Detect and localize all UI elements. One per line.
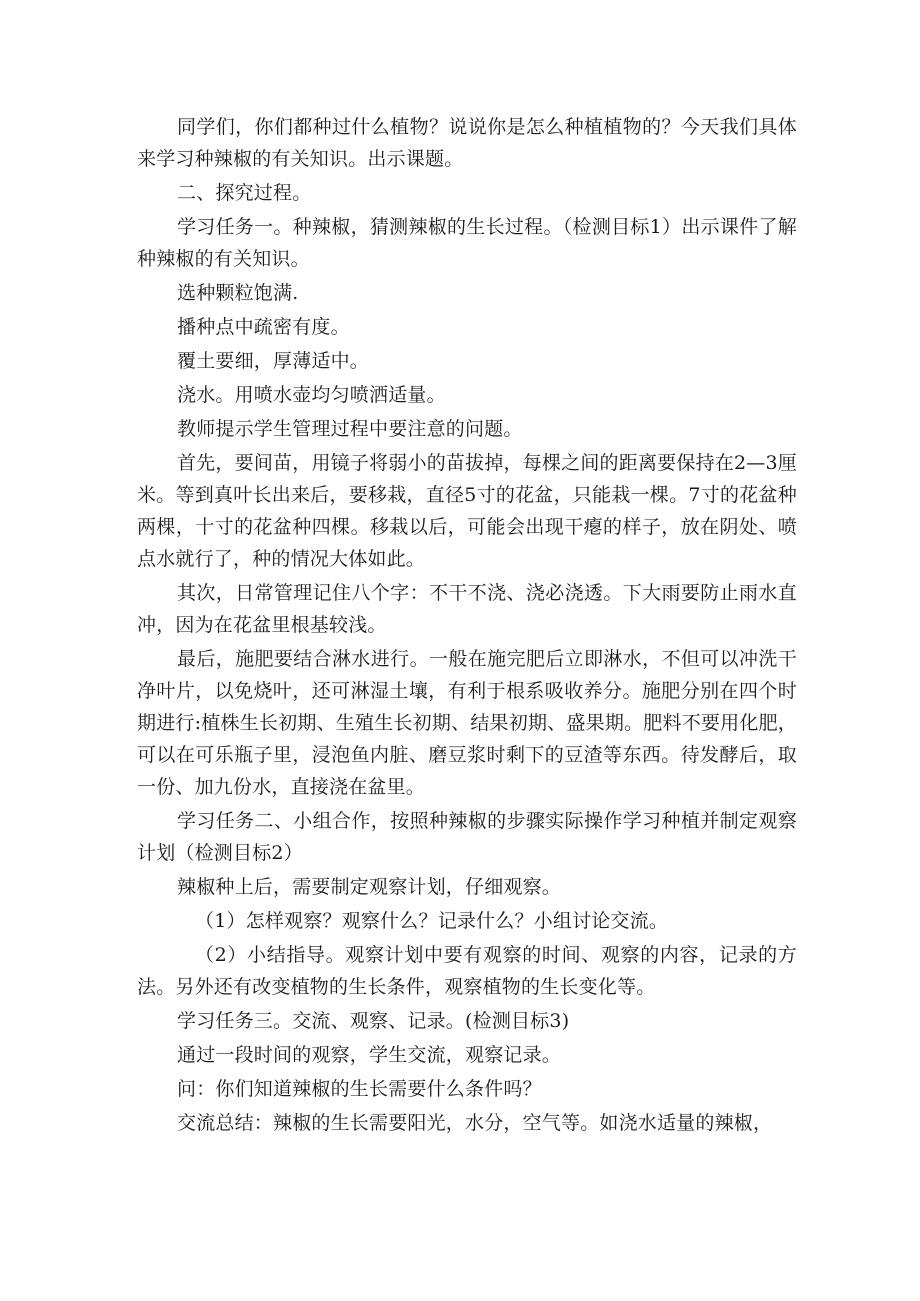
paragraph-second-step: 其次，日常管理记住八个字：不干不浇、浇必浇透。下大雨要防止雨水直冲，因为在花盆里根基较浅。 [137, 582, 797, 636]
document-body [137, 111, 797, 1139]
paragraph-first-step: 首先，要间苗，用镜子将弱小的苗拔掉，每棵之间的距离要保持在2—3厘米。等到真叶长出来后，要移栽，直径5寸的花盆，只能栽一棵。7寸的花盆种两棵，十寸的花盆种四棵。移栽以后，可能会出现干瘪的样子，放在阴处、喷点水就行了，种的情况大体如此。 [137, 452, 797, 570]
paragraph-teacher-tips: 教师提示学生管理过程中要注意的问题。 [177, 418, 523, 440]
paragraph-task-three: 学习任务三。交流、观察、记录。(检测目标3) [177, 1010, 570, 1032]
paragraph-intro: 同学们，你们都种过什么植物？说说你是怎么种植植物的？今天我们具体来学习种辣椒的有关知识。出示课题。 [137, 116, 797, 170]
paragraph-task-two: 学习任务二、小组合作，按照种辣椒的步骤实际操作学习种植并制定观察计划（检测目标2） [137, 810, 797, 864]
paragraph-watering: 浇水。用喷水壶均匀喷洒适量。 [177, 384, 446, 406]
paragraph-seed-selection: 选种颗粒饱满. [177, 282, 299, 304]
paragraph-summary-guide: （2）小结指导。观察计划中要有观察的时间、观察的内容，记录的方法。另外还有改变植物的生长条件，观察植物的生长变化等。 [137, 944, 797, 998]
paragraph-observation-plan: 辣椒种上后，需要制定观察计划，仔细观察。 [177, 876, 562, 898]
paragraph-question-one: （1）怎样观察？观察什么？记录什么？小组讨论交流。 [195, 910, 669, 932]
paragraph-conclusion: 交流总结：辣椒的生长需要阳光，水分，空气等。如浇水适量的辣椒， [177, 1112, 773, 1134]
paragraph-section-heading: 二、探究过程。 [177, 182, 312, 204]
paragraph-question: 问：你们知道辣椒的生长需要什么条件吗？ [177, 1078, 542, 1100]
paragraph-soil-cover: 覆土要细，厚薄适中。 [177, 350, 370, 372]
paragraph-last-step: 最后，施肥要结合淋水进行。一般在施完肥后立即淋水，不但可以冲洗干净叶片，以免烧叶，还可淋湿土壤，有利于根系吸收养分。施肥分别在四个时期进行:植株生长初期、生殖生长初期、结果初期、盛果期。肥料不要用化肥，可以在可乐瓶子里，浸泡鱼内脏、磨豆浆时剩下的豆渣等东西。待发酵后，取一份、加九份水，直接浇在盆里。 [137, 648, 797, 798]
paragraph-task-one: 学习任务一。种辣椒，猜测辣椒的生长过程。（检测目标1）出示课件了解种辣椒的有关知识。 [137, 216, 797, 270]
paragraph-observation-exchange: 通过一段时间的观察，学生交流，观察记录。 [177, 1044, 562, 1066]
paragraph-sowing: 播种点中疏密有度。 [177, 316, 350, 338]
